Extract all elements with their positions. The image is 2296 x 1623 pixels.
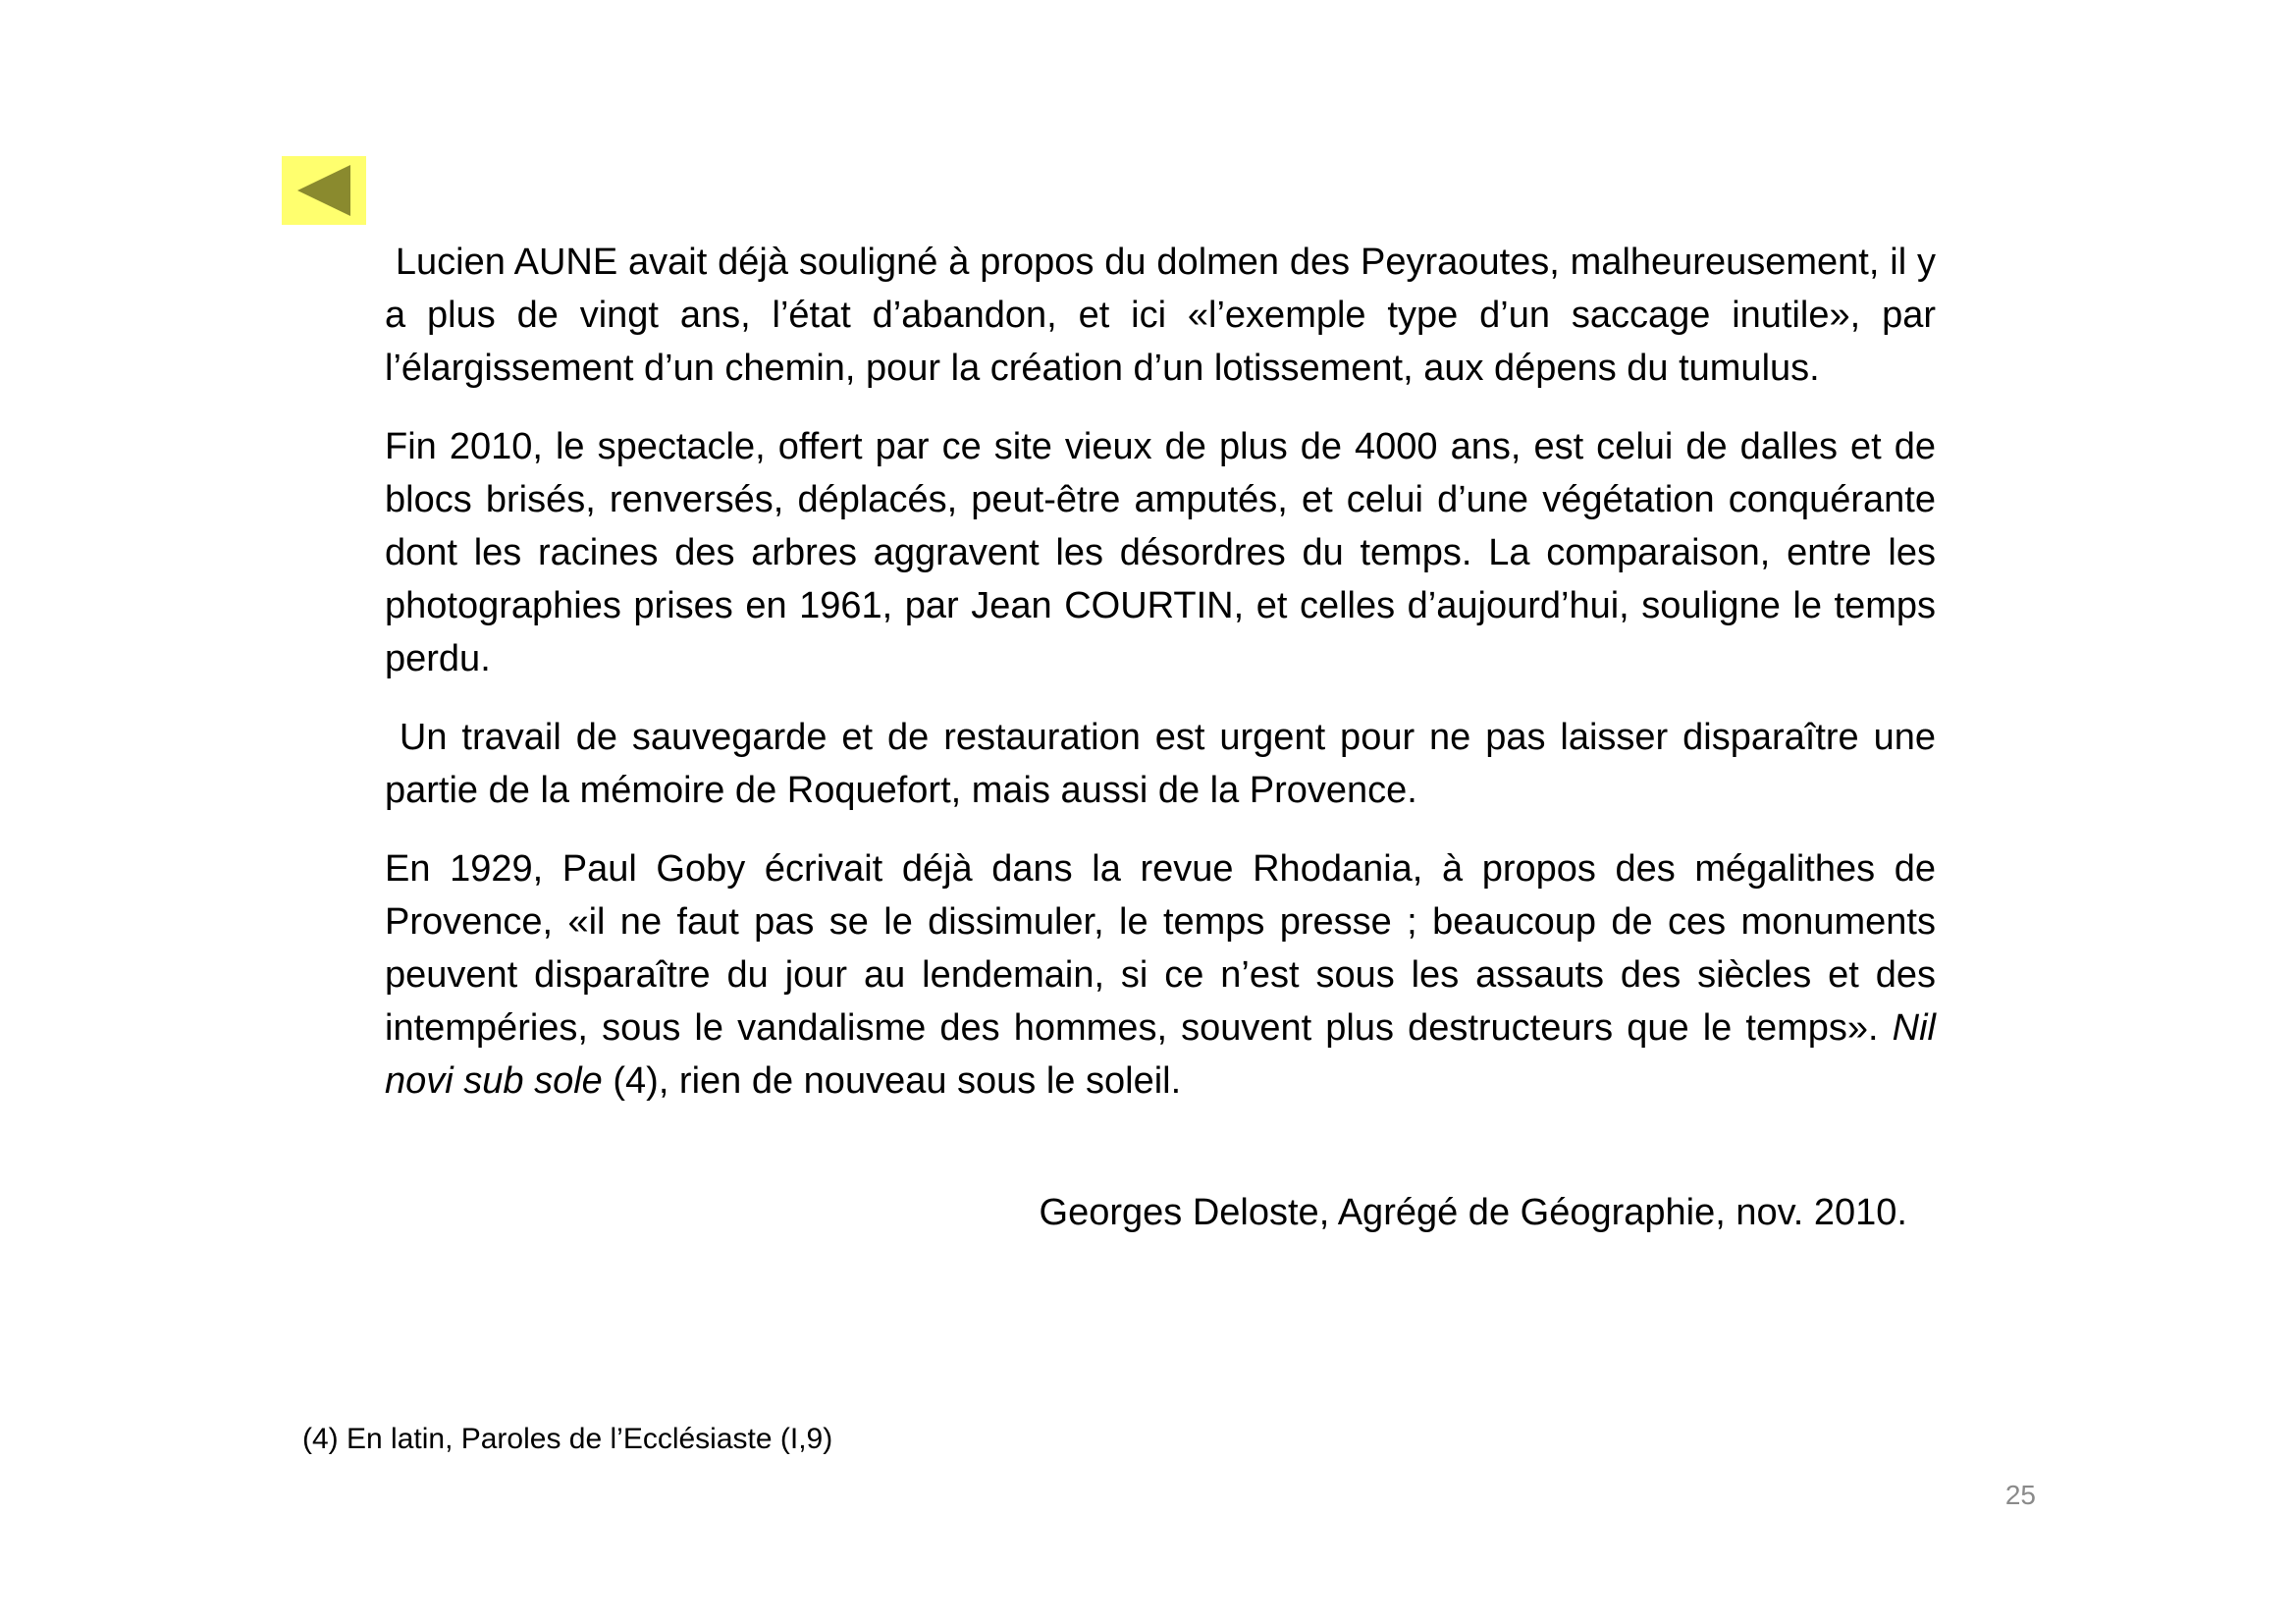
body-text bbox=[385, 236, 1936, 1133]
footnote: (4) En latin, Paroles de l’Ecclésiaste (I,9) bbox=[302, 1423, 833, 1455]
page-number: 25 bbox=[2004, 1480, 2036, 1510]
latin-phrase: Nil novi sub sole bbox=[385, 1007, 1936, 1102]
goby-ending: (4), rien de nouveau sous le soleil. bbox=[602, 1060, 1182, 1102]
goby-quote: En 1929, Paul Goby écrivait déjà dans la revue Rhodania, à propos des mégalithes de Provence, «il ne faut pas se le dissimuler, le temps presse ; beaucoup de ces monuments peuvent disparaître du jour au lendemain, si ce n’est sous les assauts des siècles et des intempéries, sous le vandalisme des hommes, souvent plus destructeurs que le temps». bbox=[385, 848, 1936, 1049]
paragraph-aune: Lucien AUNE avait déjà souligné à propos du dolmen des Peyraoutes, malheureusement, il y a plus de vingt ans, l’état d’abandon, et ici «l’exemple type d’un saccage inutile», par l’élargissement d’un chemin, pour la création d’un lotissement, aux dépens du tumulus. bbox=[385, 242, 1936, 389]
paragraph-goby bbox=[385, 842, 1936, 1108]
back-button[interactable] bbox=[282, 156, 366, 225]
triangle-left-icon bbox=[282, 156, 366, 225]
signature: Georges Deloste, Agrégé de Géographie, nov. 2010. bbox=[1039, 1192, 1907, 1233]
paragraph-spectacle: Fin 2010, le spectacle, offert par ce site vieux de plus de 4000 ans, est celui de dalles et de blocs brisés, renversés, déplacés, peut-être amputés, et celui d’une végétation conquérante dont les racines des arbres aggravent les désordres du temps. La comparaison, entre les photographies prises en 1961, par Jean COURTIN, et celles d’aujourd’hui, souligne le temps perdu. bbox=[385, 426, 1936, 679]
paragraph-sauvegarde: Un travail de sauvegarde et de restauration est urgent pour ne pas laisser disparaître une partie de la mémoire de Roquefort, mais aussi de la Provence. bbox=[385, 717, 1936, 811]
